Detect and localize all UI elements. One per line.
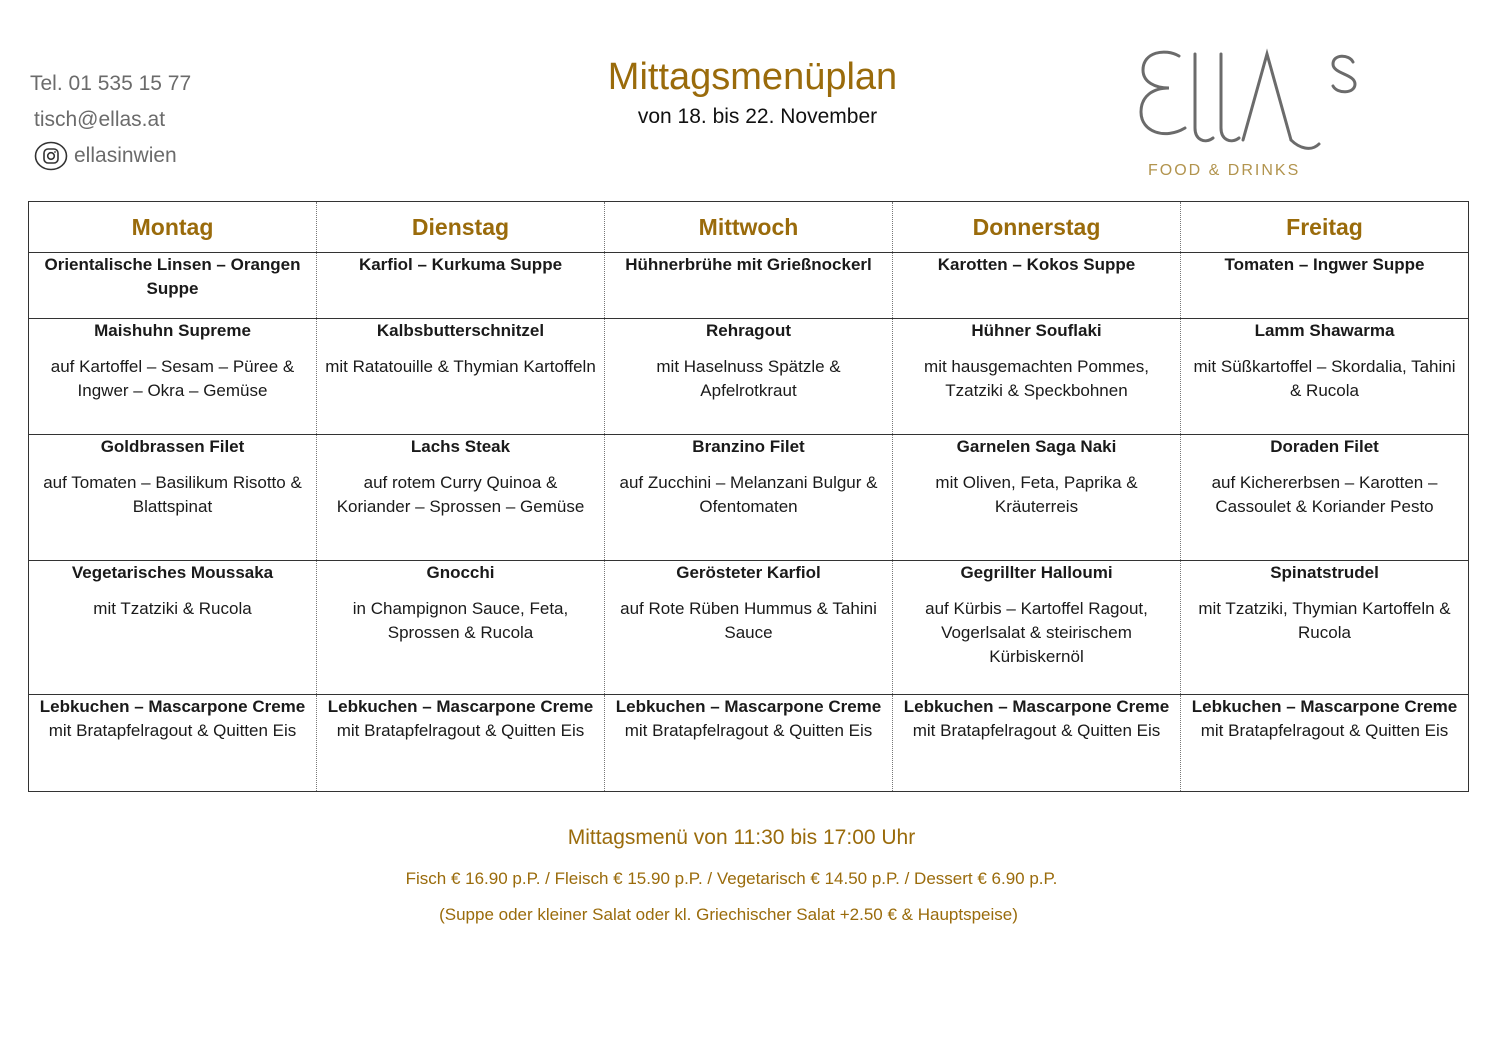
phone-number: Tel. 01 535 15 77 [30, 72, 192, 95]
vegetarian-cell [29, 561, 317, 695]
dish-description: mit Tzatziki, Thymian Kartoffeln & Rucola [1198, 599, 1451, 642]
dessert-cell [29, 695, 317, 792]
dish-name: Lebkuchen – Mascarpone Creme [615, 697, 882, 716]
dish-name: Doraden Filet [1270, 437, 1379, 456]
dish-description: mit hausgemachten Pommes, Tzatziki & Speckbohnen [924, 357, 1149, 400]
contact-block [30, 66, 191, 174]
soup-name: Karfiol – Kurkuma Suppe [358, 255, 563, 274]
dish-description: mit Bratapfelragout & Quitten Eis [336, 721, 585, 740]
dish-description: mit Bratapfelragout & Quitten Eis [1200, 721, 1449, 740]
page-subtitle: von 18. bis 22. November [637, 105, 878, 128]
day-header-row [29, 202, 1469, 253]
dish-description: mit Tzatziki & Rucola [93, 599, 252, 618]
fish-cell [317, 435, 605, 561]
dish-name: Lebkuchen – Mascarpone Creme [1191, 697, 1458, 716]
dish-name: Lebkuchen – Mascarpone Creme [903, 697, 1170, 716]
day-header: Mittwoch [605, 202, 893, 253]
vegetarian-row [29, 561, 1469, 695]
dish-description: auf Tomaten – Basilikum Risotto & Blattspinat [43, 473, 302, 516]
dish-name: Maishuhn Supreme [94, 321, 251, 340]
soup-cell [29, 253, 317, 319]
page-title: Mittagsmenüplan [607, 56, 898, 98]
soup-name: Hühnerbrühe mit Grießnockerl [625, 255, 872, 274]
dish-description: auf Rote Rüben Hummus & Tahini Sauce [620, 599, 877, 642]
dish-description: auf Kichererbsen – Karotten – Cassoulet & Koriander Pesto [1211, 473, 1438, 516]
dish-description: mit Oliven, Feta, Paprika & Kräuterreis [935, 473, 1138, 516]
logo-tagline: FOOD & DRINKS [1148, 162, 1301, 179]
ellas-logo-mark [1135, 40, 1365, 160]
vegetarian-cell [605, 561, 893, 695]
dish-name: Kalbsbutterschnitzel [376, 321, 545, 340]
dish-description: mit Bratapfelragout & Quitten Eis [912, 721, 1161, 740]
title-block [500, 52, 1005, 132]
meat-cell [29, 319, 317, 435]
email-address: tisch@ellas.at [34, 108, 166, 131]
dish-name: Hühner Souflaki [971, 321, 1102, 340]
meat-cell [1181, 319, 1469, 435]
dish-name: Goldbrassen Filet [100, 437, 245, 456]
dish-description: auf rotem Curry Quinoa & Koriander – Sprossen – Gemüse [336, 473, 585, 516]
lunch-hours: Mittagsmenü von 11:30 bis 17:00 Uhr [567, 826, 916, 849]
vegetarian-cell [893, 561, 1181, 695]
soup-cell [893, 253, 1181, 319]
meat-cell [605, 319, 893, 435]
dish-name: Gnocchi [426, 563, 495, 582]
fish-row [29, 435, 1469, 561]
day-header: Freitag [1181, 202, 1469, 253]
fish-cell [893, 435, 1181, 561]
instagram-row [30, 138, 191, 174]
day-header: Donnerstag [893, 202, 1181, 253]
meat-row [29, 319, 1469, 435]
soup-row [29, 253, 1469, 319]
dish-description: auf Zucchini – Melanzani Bulgur & Ofentomaten [619, 473, 878, 516]
day-header: Dienstag [317, 202, 605, 253]
dish-name: Rehragout [706, 321, 791, 340]
meat-cell [317, 319, 605, 435]
dish-description: auf Kartoffel – Sesam – Püree & Ingwer – Okra – Gemüse [50, 357, 295, 400]
instagram-handle: ellasinwien [74, 144, 177, 167]
fish-cell [605, 435, 893, 561]
instagram-icon [34, 141, 68, 171]
price-list: Fisch € 16.90 p.P. / Fleisch € 15.90 p.P. / Vegetarisch € 14.50 p.P. / Dessert € 6.90 p.P. [405, 869, 1058, 888]
fish-cell [1181, 435, 1469, 561]
dish-description: in Champignon Sauce, Feta, Sprossen & Rucola [352, 599, 569, 642]
dessert-cell [605, 695, 893, 792]
menu-table [28, 201, 1469, 792]
dish-name: Vegetarisches Moussaka [71, 563, 274, 582]
dish-name: Spinatstrudel [1270, 563, 1379, 582]
soup-name: Karotten – Kokos Suppe [937, 255, 1136, 274]
dish-name: Gerösteter Karfiol [676, 563, 821, 582]
vegetarian-cell [317, 561, 605, 695]
dish-description: mit Ratatouille & Thymian Kartoffeln [325, 357, 596, 376]
dish-name: Garnelen Saga Naki [956, 437, 1117, 456]
dish-name: Branzino Filet [692, 437, 805, 456]
ellas-logo [1135, 40, 1365, 190]
dish-name: Lamm Shawarma [1254, 321, 1395, 340]
soup-name: Tomaten – Ingwer Suppe [1224, 255, 1425, 274]
soup-name: Orientalische Linsen – Orangen Suppe [44, 255, 301, 298]
meat-cell [893, 319, 1181, 435]
dish-description: mit Haselnuss Spätzle & Apfelrotkraut [656, 357, 841, 400]
dessert-cell [317, 695, 605, 792]
fish-cell [29, 435, 317, 561]
price-note: (Suppe oder kleiner Salat oder kl. Griechischer Salat +2.50 € & Hauptspeise) [439, 905, 1018, 924]
day-header: Montag [29, 202, 317, 253]
dish-name: Lebkuchen – Mascarpone Creme [327, 697, 594, 716]
dish-description: mit Bratapfelragout & Quitten Eis [48, 721, 297, 740]
phone-row [30, 66, 191, 102]
soup-cell [605, 253, 893, 319]
dish-name: Lachs Steak [410, 437, 511, 456]
dessert-row [29, 695, 1469, 792]
dish-name: Gegrillter Halloumi [960, 563, 1113, 582]
soup-cell [1181, 253, 1469, 319]
soup-cell [317, 253, 605, 319]
dish-name: Lebkuchen – Mascarpone Creme [39, 697, 306, 716]
dish-description: mit Bratapfelragout & Quitten Eis [624, 721, 873, 740]
email-row [30, 102, 191, 138]
vegetarian-cell [1181, 561, 1469, 695]
dish-description: auf Kürbis – Kartoffel Ragout, Vogerlsalat & steirischem Kürbiskernöl [925, 599, 1148, 666]
dish-description: mit Süßkartoffel – Skordalia, Tahini & Rucola [1193, 357, 1456, 400]
dessert-cell [893, 695, 1181, 792]
dessert-cell [1181, 695, 1469, 792]
